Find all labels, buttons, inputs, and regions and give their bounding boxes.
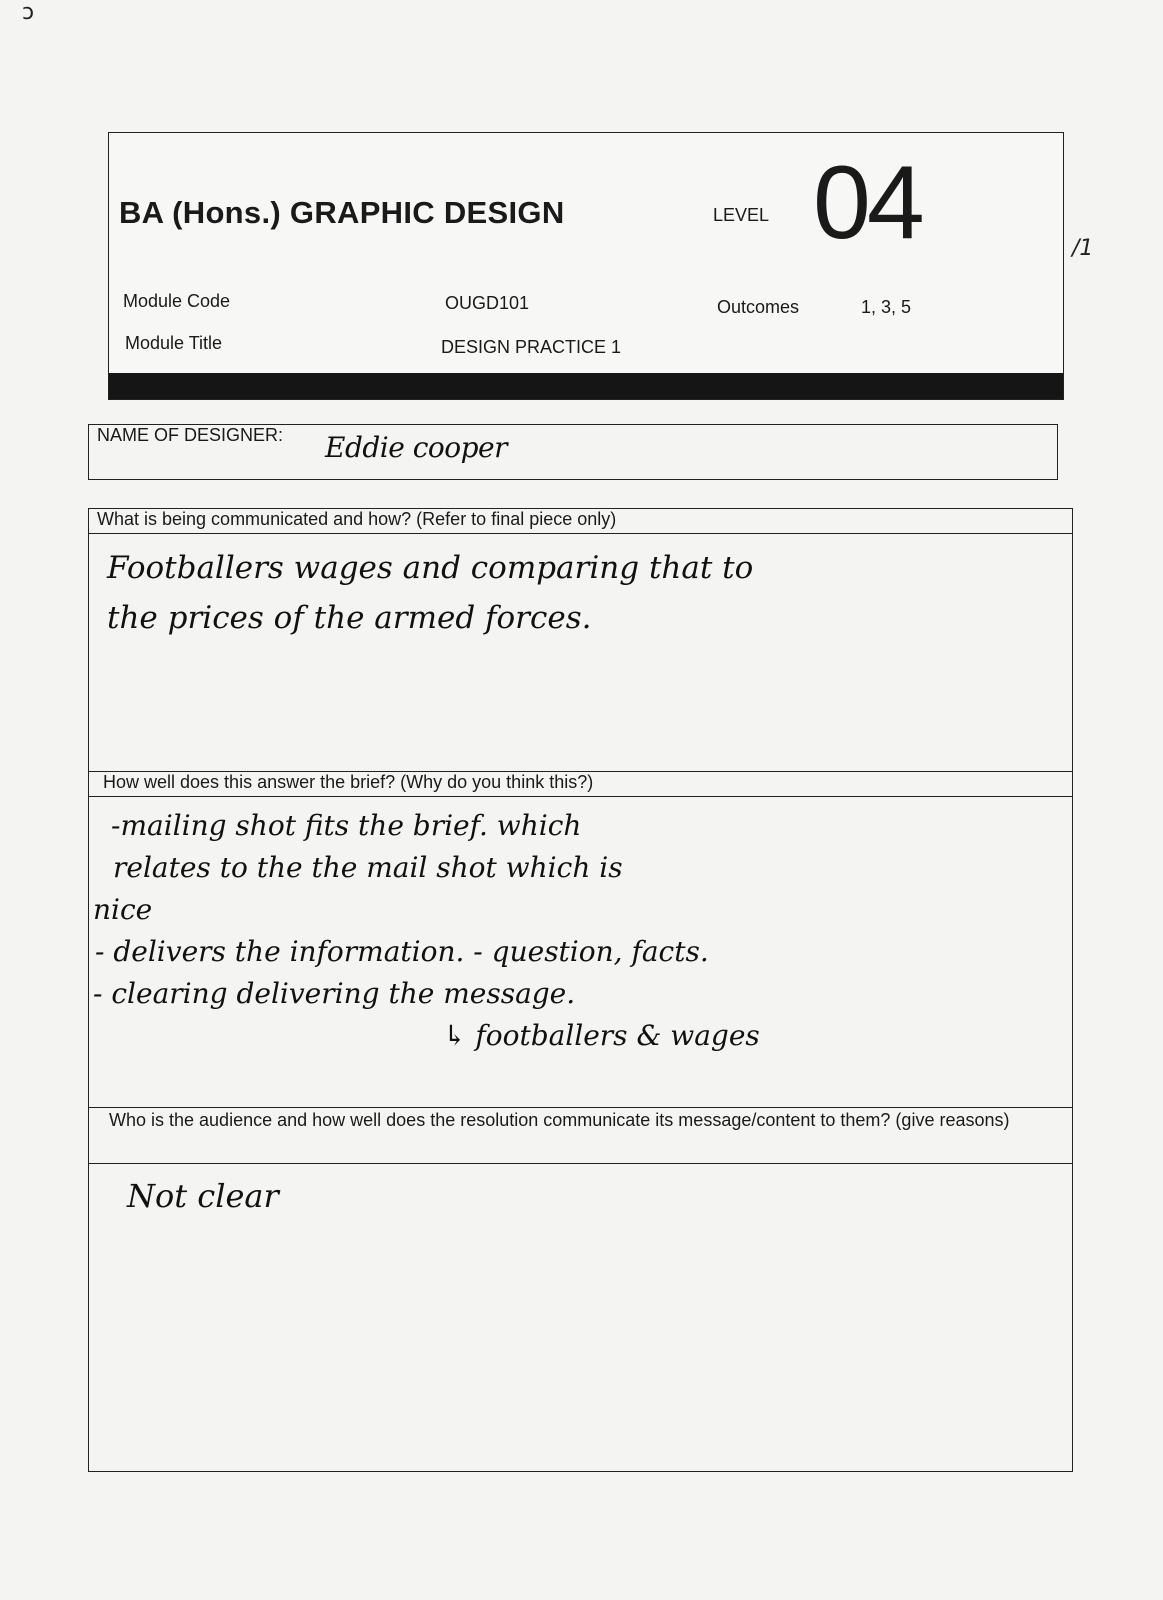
answer-line: -mailing shot fits the brief. which: [111, 809, 582, 842]
module-code-label: Module Code: [123, 291, 231, 311]
designer-name-field: [88, 424, 1058, 480]
question-communicated: What is being communicated and how? (Refer to final piece only): [97, 509, 617, 529]
module-code-value: OUGD101: [445, 293, 530, 313]
module-title-label: Module Title: [125, 333, 223, 353]
answer-line: - delivers the information. - question, facts.: [95, 935, 709, 968]
module-title-value: DESIGN PRACTICE 1: [441, 337, 622, 357]
feedback-form: [88, 508, 1073, 1472]
question-audience: Who is the audience and how well does the resolution communicate its message/content to them? (give reasons): [109, 1110, 1010, 1130]
divider: [89, 1163, 1072, 1164]
module-header: [108, 132, 1064, 400]
divider: [89, 1107, 1072, 1108]
margin-mark: /1: [1072, 236, 1094, 261]
designer-name-label: NAME OF DESIGNER:: [97, 425, 284, 445]
answer-audience: Not clear: [127, 1177, 279, 1215]
designer-name-value: Eddie cooper: [325, 431, 507, 464]
header-bar: [109, 373, 1063, 399]
programme-title: BA (Hons.) GRAPHIC DESIGN: [119, 195, 565, 230]
answer-line: - clearing delivering the message.: [93, 977, 576, 1010]
answer-communicated: [107, 543, 753, 643]
answer-line: ↳ footballers & wages: [443, 1019, 760, 1052]
top-corner-mark: ↄ: [22, 0, 35, 25]
answer-brief: [93, 805, 760, 1057]
divider: [89, 533, 1072, 534]
answer-line: Footballers wages and comparing that to: [107, 550, 754, 586]
level-number: 04: [813, 145, 921, 261]
answer-line: nice: [93, 893, 153, 926]
level-label: LEVEL: [713, 205, 770, 225]
answer-line: the prices of the armed forces.: [107, 600, 592, 636]
divider: [89, 796, 1072, 797]
outcomes-value: 1, 3, 5: [861, 297, 912, 317]
outcomes-label: Outcomes: [717, 297, 800, 317]
question-brief: How well does this answer the brief? (Why do you think this?): [103, 772, 594, 792]
answer-line: relates to the the mail shot which is: [113, 851, 623, 884]
